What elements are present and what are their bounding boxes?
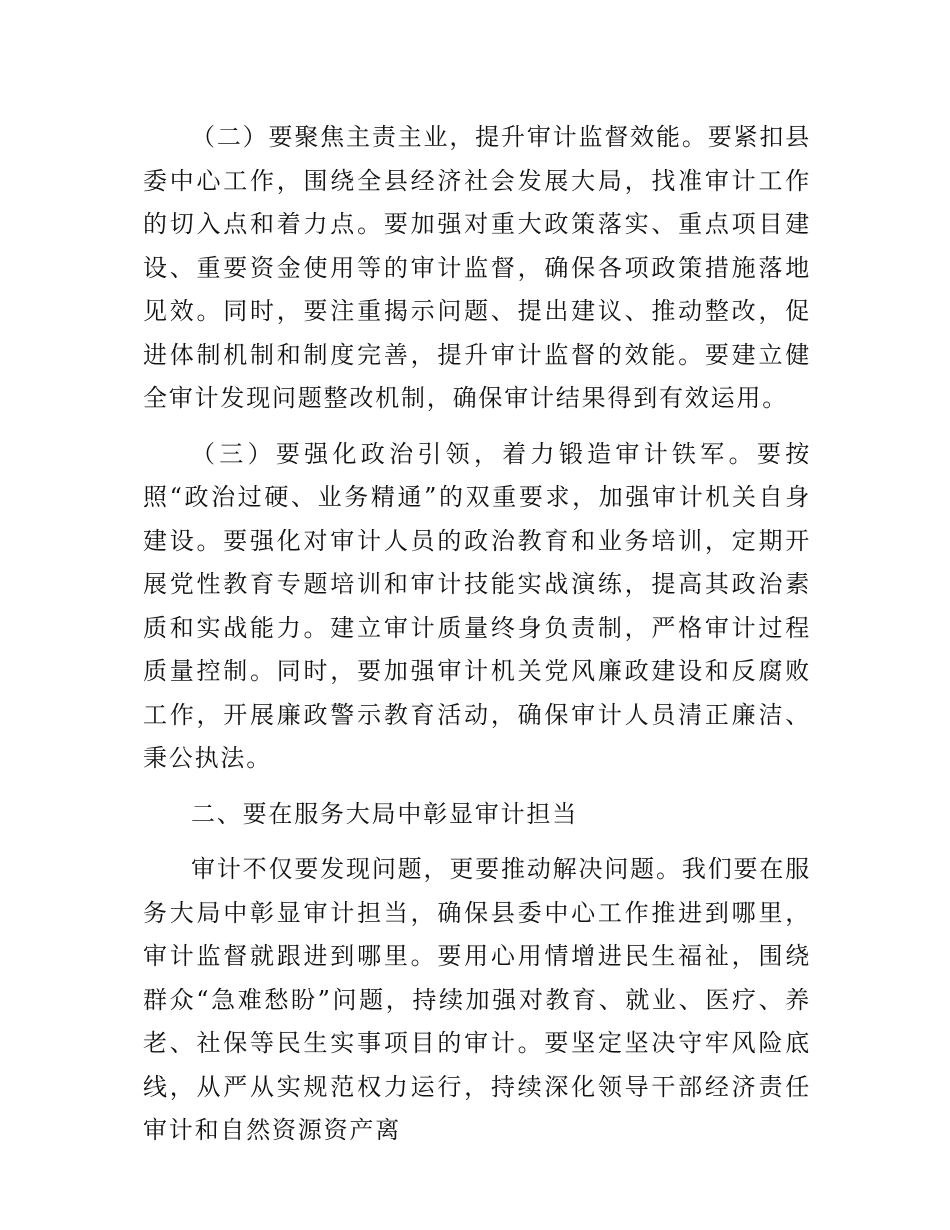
paragraph-section-three-sub: （三）要强化政治引领，着力锻造审计铁军。要按照“政治过硬、业务精通”的双重要求，加强审计机关自身建设。要强化对审计人员的政治教育和业务培训，定期开展党性教育专题培训和审计技能实战演练，提高其政治素质和实战能力。建立审计质量终身负责制，严格审计过程质量控制。同时，要加强审计机关党风廉政建设和反腐败工作，开展廉政警示教育活动，确保审计人员清正廉洁、秉公执法。 (143, 439, 811, 772)
section-heading-two: 二、要在服务大局中彰显审计担当 (191, 799, 578, 828)
paragraph-audit-responsibility: 审计不仅要发现问题，更要推动解决问题。我们要在服务大局中彰显审计担当，确保县委中心工作推进到哪里，审计监督就跟进到哪里。要用心用情增进民生福祉，围绕群众“急难愁盼”问题，持续加强对教育、就业、医疗、养老、社保等民生实事项目的审计。要坚定坚决守牢风险底线，从严从实规范权力运行，持续深化领导干部经济责任审计和自然资源资产离 (143, 855, 811, 1144)
document-body (143, 116, 811, 1165)
paragraph-section-two-sub: （二）要聚焦主责主业，提升审计监督效能。要紧扣县委中心工作，围绕全县经济社会发展大局，找准审计工作的切入点和着力点。要加强对重大政策落实、重点项目建设、重要资金使用等的审计监督，确保各项政策措施落地见效。同时，要注重揭示问题、提出建议、推动整改，促进体制机制和制度完善，提升审计监督的效能。要建立健全审计发现问题整改机制，确保审计结果得到有效运用。 (143, 123, 811, 412)
